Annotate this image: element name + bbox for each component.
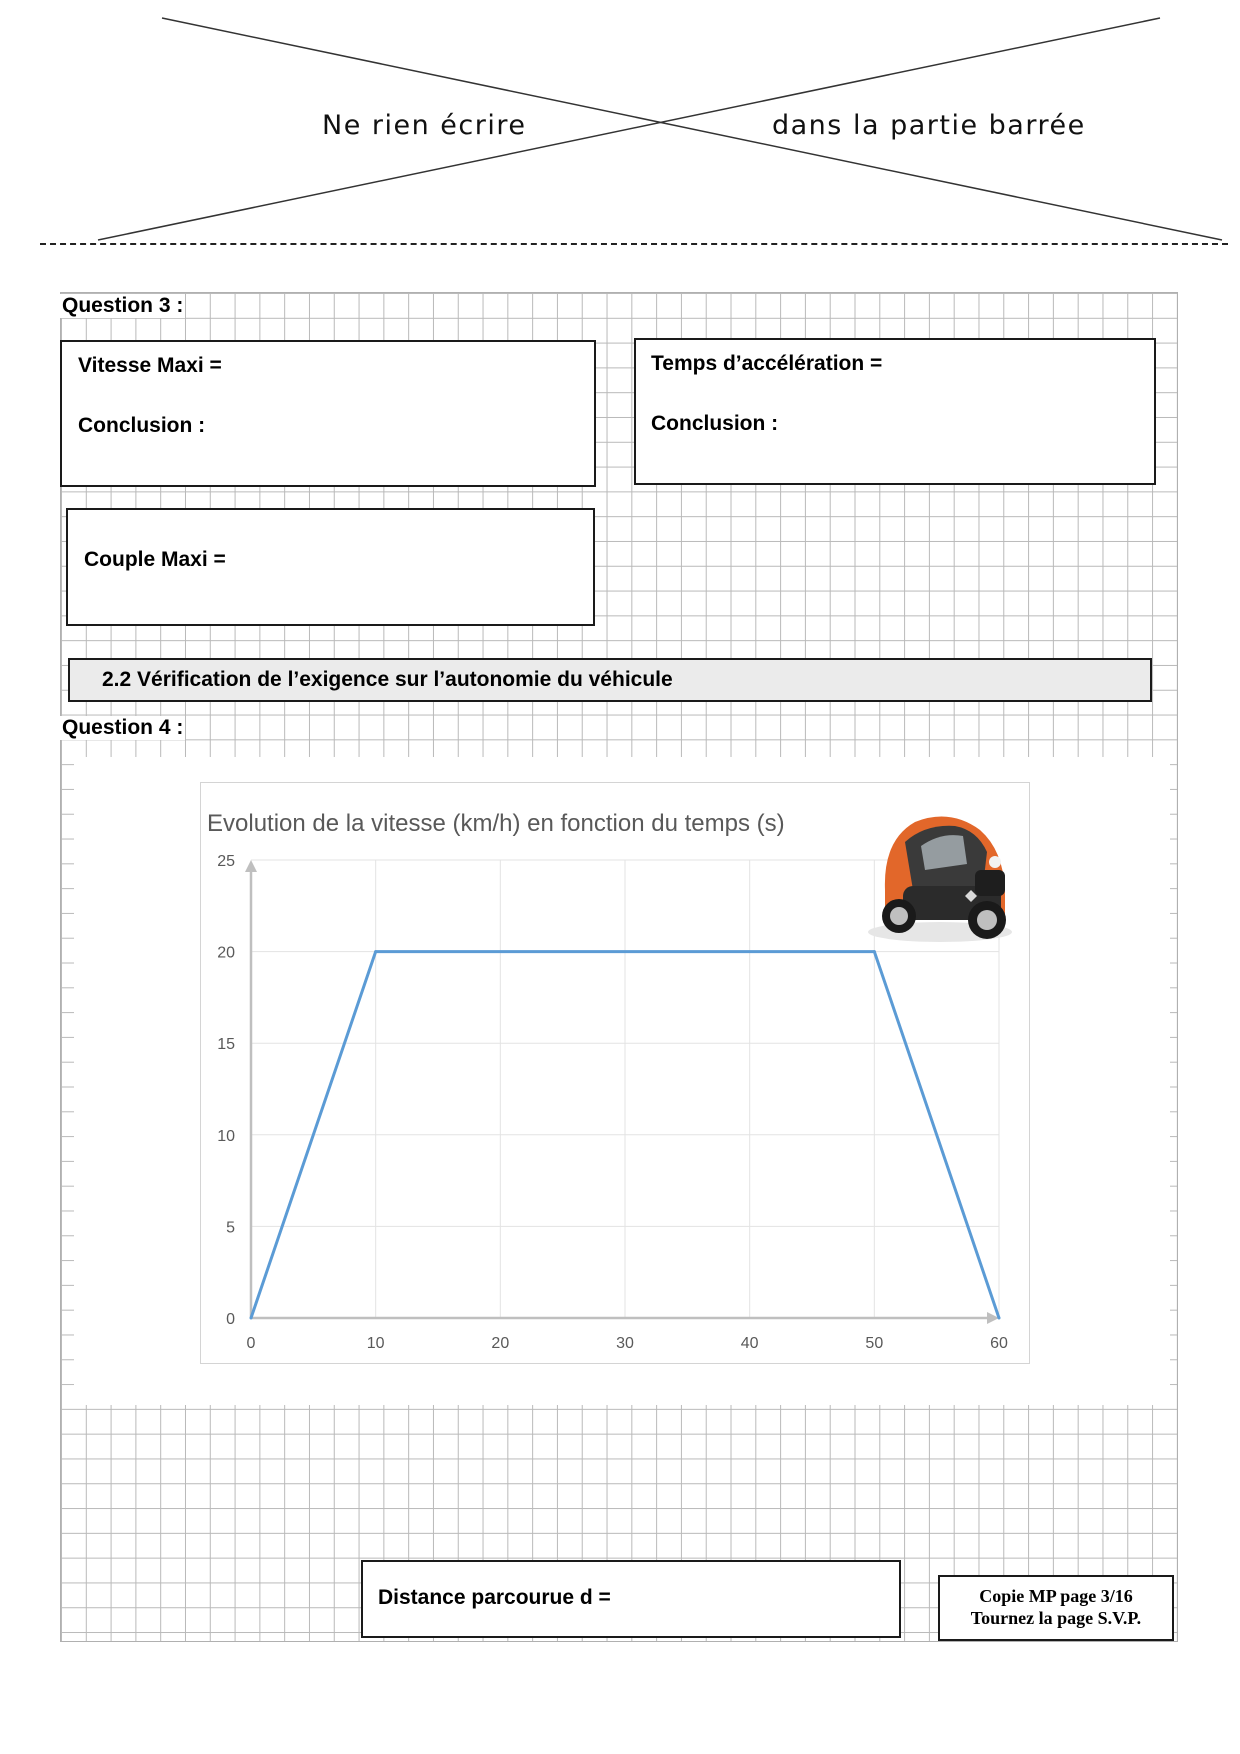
question-3-label: Question 3 : <box>62 294 184 317</box>
header-left-text: Ne rien écrire <box>322 110 527 141</box>
x-tick-label-20: 20 <box>491 1335 510 1352</box>
speed-label: Vitesse Maxi = <box>78 354 222 377</box>
y-tick-label-20: 20 <box>217 944 235 962</box>
speed-conclusion-label: Conclusion : <box>78 414 206 437</box>
y-tick-label-5: 5 <box>226 1219 235 1237</box>
x-tick-label-50: 50 <box>865 1335 884 1352</box>
data-point-0-2 <box>873 950 876 953</box>
y-tick-label-15: 15 <box>217 1036 235 1054</box>
chart-title: Evolution de la vitesse (km/h) en fonction du temps (s) <box>207 810 785 837</box>
question-4-label: Question 4 : <box>62 716 184 739</box>
acceleration-conclusion-label: Conclusion : <box>651 412 779 435</box>
torque-label: Couple Maxi = <box>84 548 226 571</box>
data-point-0-0 <box>250 1317 253 1320</box>
y-tick-label-0: 0 <box>226 1311 235 1328</box>
y-tick-label-25: 25 <box>217 853 235 870</box>
y-tick-label-10: 10 <box>217 1127 235 1145</box>
distance-label: Distance parcourue d = <box>378 1586 611 1609</box>
data-point-0-1 <box>374 950 377 953</box>
y-axis-arrow <box>245 860 257 872</box>
header-right-text: dans la partie barrée <box>772 110 1086 141</box>
car-image <box>855 800 1015 950</box>
x-tick-label-60: 60 <box>990 1335 1008 1352</box>
x-tick-label-0: 0 <box>246 1335 256 1352</box>
footer-page-number: Copie MP page 3/16 <box>979 1586 1133 1606</box>
x-tick-label-10: 10 <box>366 1335 385 1352</box>
x-tick-label-30: 30 <box>616 1335 634 1352</box>
answer-box-distance[interactable] <box>361 1560 901 1638</box>
x-tick-label-40: 40 <box>740 1335 759 1352</box>
page-footer <box>938 1575 1174 1641</box>
data-point-0-3 <box>998 1317 1001 1320</box>
footer-turn-page: Tournez la page S.V.P. <box>970 1608 1142 1628</box>
acceleration-time-label: Temps d’accélération = <box>651 352 883 375</box>
section-title: 2.2 Vérification de l’exigence sur l’autonomie du véhicule <box>102 668 673 691</box>
